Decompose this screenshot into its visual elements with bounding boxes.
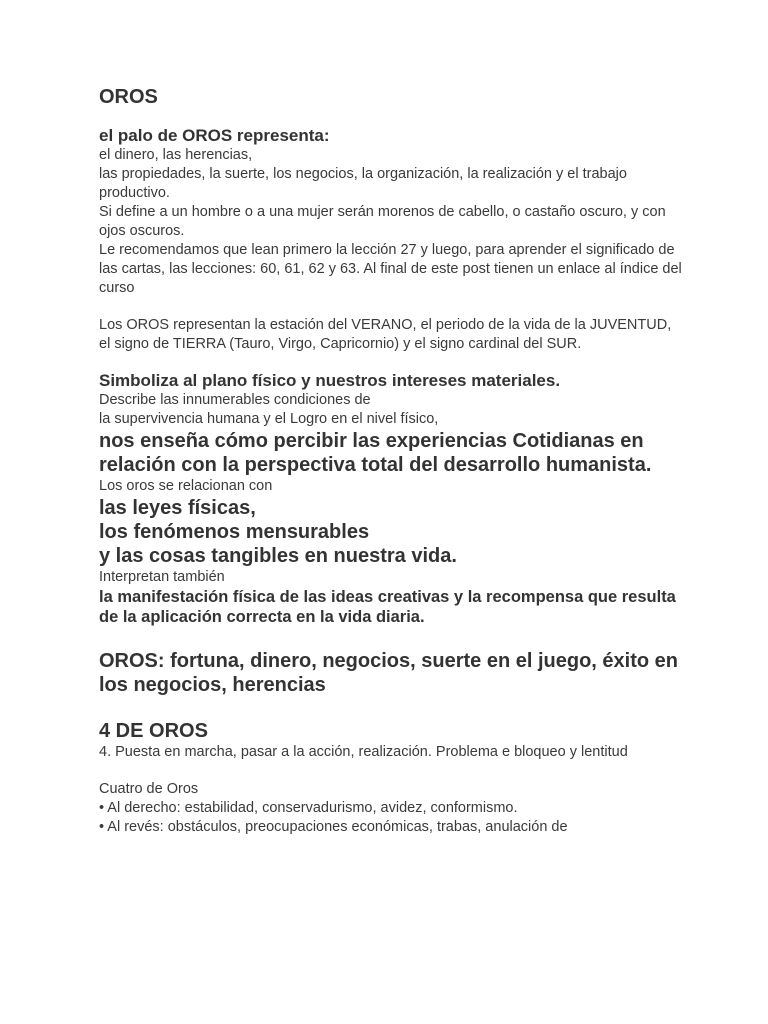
intro-line: las propiedades, la suerte, los negocios, la organización, la realización y el trabajo [99, 166, 627, 182]
page-title: OROS [99, 86, 158, 108]
intro-line: las cartas, las lecciones: 60, 61, 62 y 63. Al final de este post tienen un enlace al índice del [99, 261, 682, 277]
summary-heading: OROS: fortuna, dinero, negocios, suerte en el juego, éxito en los negocios, herencias [99, 650, 678, 696]
season-line: el signo de TIERRA (Tauro, Virgo, Capricornio) y el signo cardinal del SUR. [99, 336, 582, 352]
intro-paragraph [99, 146, 689, 298]
card-details [99, 780, 689, 837]
symbol-heading: Simboliza al plano físico y nuestros intereses materiales. [99, 371, 561, 390]
laws-line: las leyes físicas, [99, 497, 256, 519]
intro-line: productivo. [99, 185, 170, 201]
card-bullet: • Al revés: obstáculos, preocupaciones económicas, trabas, anulación de [99, 819, 568, 835]
symbol-paragraph [99, 391, 689, 429]
intro-line: el dinero, las herencias, [99, 147, 253, 163]
card-name: Cuatro de Oros [99, 781, 199, 797]
card-description: 4. Puesta en marcha, pasar a la acción, realización. Problema e bloqueo y lentitud [99, 744, 628, 760]
season-paragraph [99, 316, 689, 354]
symbol-line: la supervivencia humana y el Logro en el nivel físico, [99, 411, 439, 427]
manifest-statement: la manifestación física de las ideas creativas y la recompensa que resulta de la aplicación correcta en la vida diaria. [99, 588, 676, 626]
laws-line: y las cosas tangibles en nuestra vida. [99, 545, 457, 567]
card-heading: 4 DE OROS [99, 720, 208, 742]
intro-heading: el palo de OROS representa: [99, 126, 330, 145]
laws-list [99, 496, 689, 568]
teach-statement: nos enseña cómo percibir las experiencias Cotidianas en relación con la perspectiva total del desarrollo humanista. [99, 430, 652, 476]
relate-line: Los oros se relacionan con [99, 478, 273, 494]
intro-line: Le recomendamos que lean primero la lección 27 y luego, para aprender el significado de [99, 242, 675, 258]
symbol-line: Describe las innumerables condiciones de [99, 392, 371, 408]
interpret-line: Interpretan también [99, 569, 225, 585]
intro-line: curso [99, 280, 135, 296]
document-page [99, 85, 689, 837]
season-line: Los OROS representan la estación del VERANO, el periodo de la vida de la JUVENTUD, [99, 317, 672, 333]
laws-line: los fenómenos mensurables [99, 521, 370, 543]
intro-line: Si define a un hombre o a una mujer serán morenos de cabello, o castaño oscuro, y con ojos oscuros. [99, 204, 666, 239]
card-bullet: • Al derecho: estabilidad, conservadurismo, avidez, conformismo. [99, 800, 518, 816]
